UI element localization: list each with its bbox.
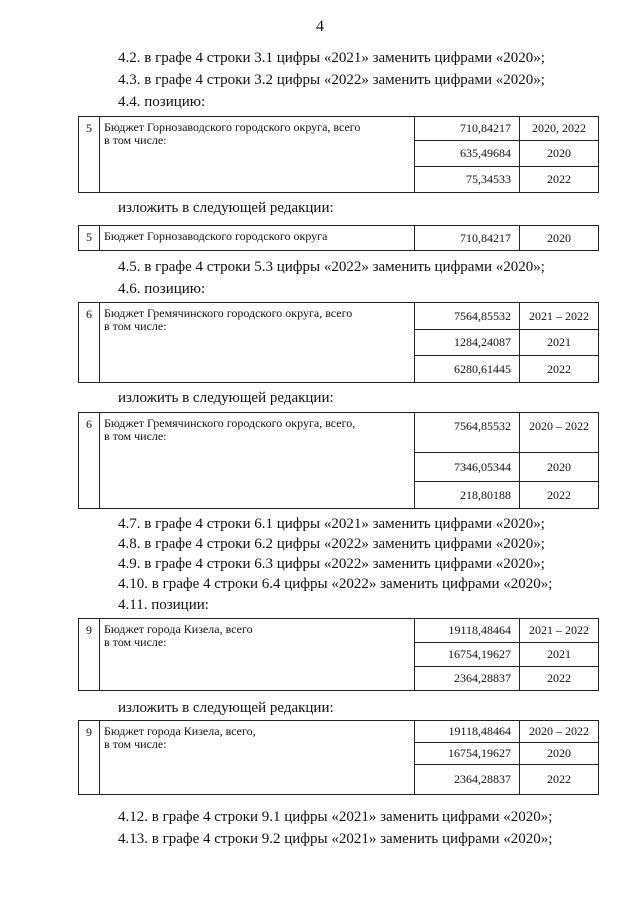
position-table-9-old xyxy=(78,618,599,691)
amount-cell: 2364,28837 xyxy=(415,667,520,691)
budget-name: Бюджет города Кизела, всего, в том числе: xyxy=(100,721,415,795)
row-number: 6 xyxy=(79,413,100,509)
paragraph-4-8: 4.8. в графе 4 строки 6.2 цифры «2022» заменить цифрами «2020»; xyxy=(118,536,545,552)
paragraph-4-9: 4.9. в графе 4 строки 6.3 цифры «2022» заменить цифрами «2020»; xyxy=(118,556,545,572)
year-cell: 2020 xyxy=(520,226,599,251)
year-cell: 2021 xyxy=(520,330,599,356)
year-cell: 2021 – 2022 xyxy=(520,619,599,643)
paragraph-4-11: 4.11. позиции: xyxy=(118,597,209,613)
amount-cell: 16754,19627 xyxy=(415,643,520,667)
page-number: 4 xyxy=(316,18,324,35)
amount-cell: 19118,48464 xyxy=(415,619,520,643)
paragraph-4-7: 4.7. в графе 4 строки 6.1 цифры «2021» заменить цифрами «2020»; xyxy=(118,516,545,532)
amount-cell: 1284,24087 xyxy=(415,330,520,356)
row-number: 6 xyxy=(79,303,100,383)
row-number: 5 xyxy=(79,117,100,193)
paragraph-redaction-2: изложить в следующей редакции: xyxy=(118,390,334,406)
paragraph-redaction-3: изложить в следующей редакции: xyxy=(118,700,334,716)
year-cell: 2022 xyxy=(520,667,599,691)
year-cell: 2020 xyxy=(520,141,599,167)
position-table-6-old xyxy=(78,302,599,383)
paragraph-redaction-1: изложить в следующей редакции: xyxy=(118,200,334,216)
amount-cell: 710,84217 xyxy=(415,226,520,251)
position-table-5-old xyxy=(78,116,599,193)
budget-name: Бюджет Гремячинского городского округа, всего, в том числе: xyxy=(100,413,415,509)
budget-name: Бюджет Горнозаводского городского округа xyxy=(100,226,415,251)
budget-name: Бюджет Гремячинского городского округа, всего в том числе: xyxy=(100,303,415,383)
year-cell: 2021 – 2022 xyxy=(520,303,599,330)
paragraph-4-5: 4.5. в графе 4 строки 5.3 цифры «2022» заменить цифрами «2020»; xyxy=(118,259,545,275)
budget-name: Бюджет Горнозаводского городского округа, всего в том числе: xyxy=(100,117,415,193)
amount-cell: 75,34533 xyxy=(415,167,520,193)
position-table-9-new xyxy=(78,720,599,795)
amount-cell: 6280,61445 xyxy=(415,356,520,383)
row-number: 9 xyxy=(79,619,100,691)
year-cell: 2020 xyxy=(520,453,599,482)
paragraph-4-10: 4.10. в графе 4 строки 6.4 цифры «2022» заменить цифрами «2020»; xyxy=(118,576,553,592)
row-number: 5 xyxy=(79,226,100,251)
paragraph-4-2: 4.2. в графе 4 строки 3.1 цифры «2021» заменить цифрами «2020»; xyxy=(118,50,545,66)
row-number: 9 xyxy=(79,721,100,795)
year-cell: 2022 xyxy=(520,167,599,193)
year-cell: 2020 xyxy=(520,743,599,765)
year-cell: 2022 xyxy=(520,356,599,383)
year-cell: 2020 – 2022 xyxy=(520,413,599,453)
amount-cell: 16754,19627 xyxy=(415,743,520,765)
amount-cell: 7346,05344 xyxy=(415,453,520,482)
year-cell: 2020 – 2022 xyxy=(520,721,599,743)
year-cell: 2021 xyxy=(520,643,599,667)
year-cell: 2022 xyxy=(520,765,599,795)
position-table-6-new xyxy=(78,412,599,509)
budget-name: Бюджет города Кизела, всего в том числе: xyxy=(100,619,415,691)
amount-cell: 218,80188 xyxy=(415,482,520,509)
paragraph-4-12: 4.12. в графе 4 строки 9.1 цифры «2021» заменить цифрами «2020»; xyxy=(118,809,553,825)
paragraph-4-3: 4.3. в графе 4 строки 3.2 цифры «2022» заменить цифрами «2020»; xyxy=(118,72,545,88)
position-table-5-new xyxy=(78,225,599,251)
amount-cell: 710,84217 xyxy=(415,117,520,141)
paragraph-4-4: 4.4. позицию: xyxy=(118,94,206,110)
amount-cell: 2364,28837 xyxy=(415,765,520,795)
amount-cell: 7564,85532 xyxy=(415,303,520,330)
year-cell: 2022 xyxy=(520,482,599,509)
amount-cell: 19118,48464 xyxy=(415,721,520,743)
amount-cell: 635,49684 xyxy=(415,141,520,167)
paragraph-4-6: 4.6. позицию: xyxy=(118,281,206,297)
year-cell: 2020, 2022 xyxy=(520,117,599,141)
paragraph-4-13: 4.13. в графе 4 строки 9.2 цифры «2021» заменить цифрами «2020»; xyxy=(118,831,553,847)
amount-cell: 7564,85532 xyxy=(415,413,520,453)
